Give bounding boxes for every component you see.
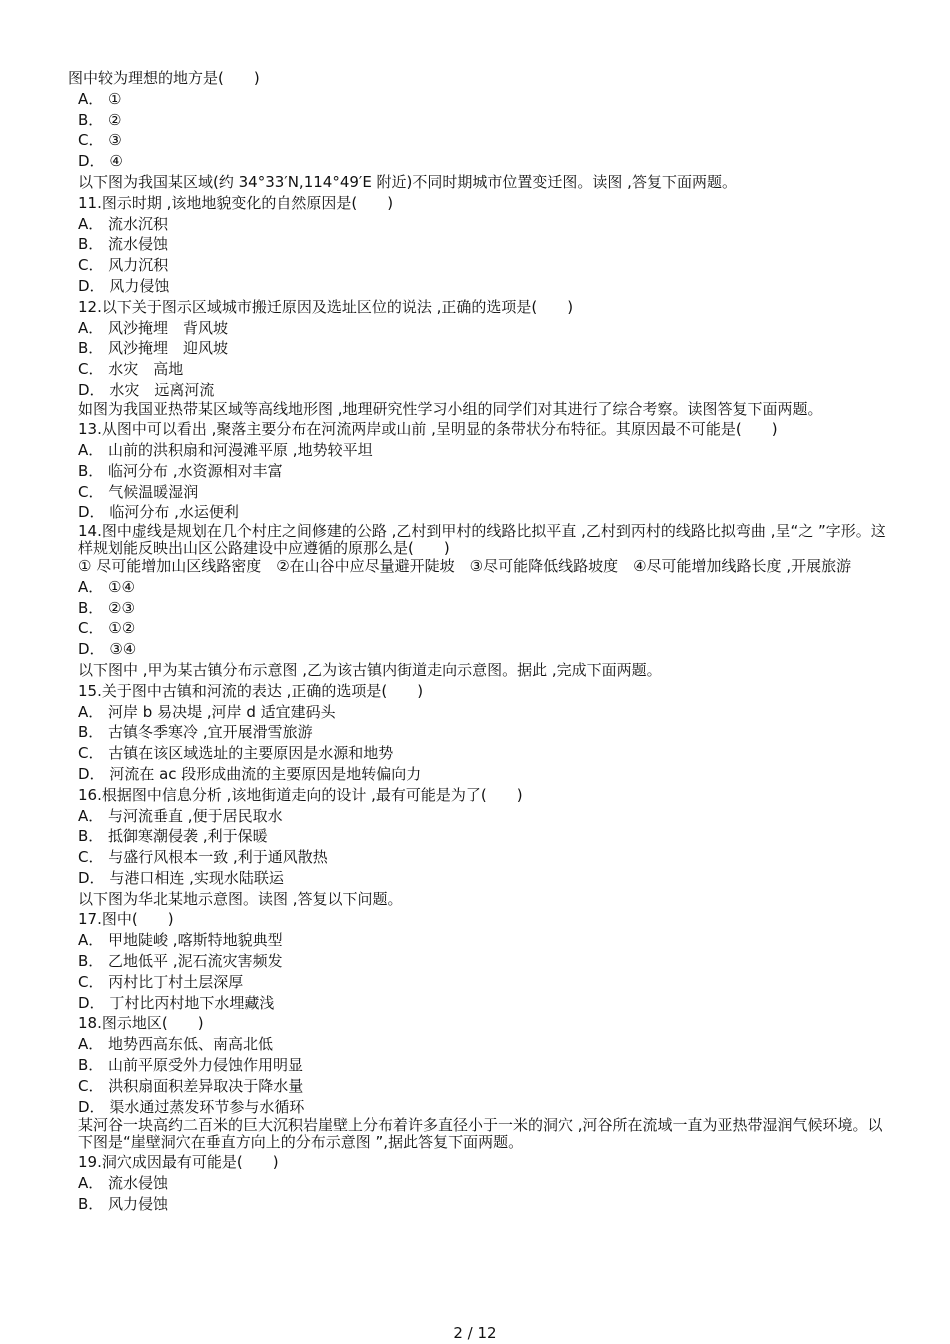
text-line: 19.洞穴成因最有可能是( ): [78, 1153, 279, 1172]
text-line: C． 洪积扇面积差异取决于降水量: [78, 1076, 304, 1095]
text-line: C． 古镇在该区域选址的主要原因是水源和地势: [78, 744, 394, 763]
text-line: D． 风力侵蚀: [78, 276, 170, 295]
text-line: 11.图示时期 ,该地地貌变化的自然原因是( ): [78, 193, 394, 212]
text-line: C． 丙村比丁村土层深厚: [78, 972, 244, 991]
document-body: [68, 68, 886, 1215]
text-line: A． 流水沉积: [78, 214, 169, 233]
text-line: A． ①④: [78, 577, 135, 596]
text-line: C． 风力沉积: [78, 256, 169, 275]
text-line: C． ③: [78, 131, 122, 150]
text-line: 16.根据图中信息分析 ,该地街道走向的设计 ,最有可能是为了( ): [78, 785, 523, 804]
text-line: 以下图为我国某区域(约 34°33′N,114°49′E 附近)不同时期城市位置变迁图。读图 ,答复下面两题。: [78, 172, 737, 191]
text-line: C． 与盛行风根本一致 ,利于通风散热: [78, 848, 328, 867]
text-line: A． 流水侵蚀: [78, 1174, 169, 1193]
text-line: A． 风沙掩埋 背风坡: [78, 318, 229, 337]
text-line: A． 与河流垂直 ,便于居民取水: [78, 806, 283, 825]
text-line: A． 山前的洪积扇和河漫滩平原 ,地势较平坦: [78, 441, 373, 460]
text-line: 13.从图中可以看出 ,聚落主要分布在河流两岸或山前 ,呈明显的条带状分布特征。其原因最不可能是( ): [78, 420, 778, 439]
text-line: 以下图中 ,甲为某古镇分布示意图 ,乙为该古镇内街道走向示意图。据此 ,完成下面两题。: [78, 660, 662, 679]
text-line: B． 风力侵蚀: [78, 1195, 169, 1214]
text-line: 如图为我国亚热带某区域等高线地形图 ,地理研究性学习小组的同学们对其进行了综合考察。读图答复下面两题。: [78, 399, 823, 418]
text-line: 图中较为理想的地方是( ): [68, 69, 260, 87]
text-line: D． ③④: [78, 640, 137, 659]
text-line: 15.关于图中古镇和河流的表达 ,正确的选项是( ): [78, 681, 424, 700]
text-line: 以下图为华北某地示意图。读图 ,答复以下问题。: [78, 889, 403, 908]
text-line: D． 河流在 ac 段形成曲流的主要原因是地转偏向力: [78, 764, 422, 783]
text-line: 14.图中虚线是规划在几个村庄之间修建的公路 ,乙村到甲村的线路比拟平直 ,乙村到丙村的线路比拟弯曲 ,呈“之 ”字形。这样规划能反映出山区公路建设中应遵循的原那么是( ): [78, 522, 886, 557]
text-line: 12.以下关于图示区域城市搬迁原因及选址区位的说法 ,正确的选项是( ): [78, 297, 574, 316]
text-line: D． 丁村比丙村地下水埋藏浅: [78, 993, 275, 1012]
text-line: A． 河岸 b 易决堤 ,河岸 d 适宜建码头: [78, 702, 336, 721]
text-line: B． 抵御寒潮侵袭 ,利于保暖: [78, 827, 268, 846]
text-line: B． 古镇冬季寒冷 ,宜开展滑雪旅游: [78, 723, 313, 742]
text-line: ① 尽可能增加山区线路密度 ②在山谷中应尽量避开陡坡 ③尽可能降低线路坡度 ④尽可能增加线路长度 ,开展旅游: [78, 557, 852, 576]
text-line: B． ②③: [78, 598, 135, 617]
text-line: 某河谷一块高约二百米的巨大沉积岩崖壁上分布着许多直径小于一米的洞穴 ,河谷所在流域一直为亚热带湿润气候环境。以下图是“崖壁洞穴在垂直方向上的分布示意图 ”,据此答复下面两题。: [78, 1116, 883, 1151]
text-line: B． 风沙掩埋 迎风坡: [78, 339, 229, 358]
text-line: 18.图示地区( ): [78, 1014, 204, 1033]
text-line: B． 临河分布 ,水资源相对丰富: [78, 461, 283, 480]
text-line: D． 与港口相连 ,实现水陆联运: [78, 868, 284, 887]
text-line: A． 地势西高东低、南高北低: [78, 1035, 274, 1054]
text-line: B． 乙地低平 ,泥石流灾害频发: [78, 952, 283, 971]
text-line: B． 流水侵蚀: [78, 235, 169, 254]
text-line: 17.图中( ): [78, 910, 174, 929]
text-line: B． ②: [78, 110, 122, 129]
page-number: 2 / 12: [453, 1324, 497, 1342]
text-line: D． 水灾 远离河流: [78, 380, 215, 399]
text-line: B． 山前平原受外力侵蚀作用明显: [78, 1056, 304, 1075]
text-line: C． 气候温暖湿润: [78, 482, 199, 501]
text-line: D． 渠水通过蒸发环节参与水循环: [78, 1097, 305, 1116]
text-line: D． ④: [78, 152, 123, 171]
text-line: A． 甲地陡峻 ,喀斯特地貌典型: [78, 931, 283, 950]
text-line: A． ①: [78, 89, 122, 108]
text-line: C． 水灾 高地: [78, 360, 184, 379]
text-line: C． ①②: [78, 619, 136, 638]
text-line: D． 临河分布 ,水运便利: [78, 503, 239, 522]
